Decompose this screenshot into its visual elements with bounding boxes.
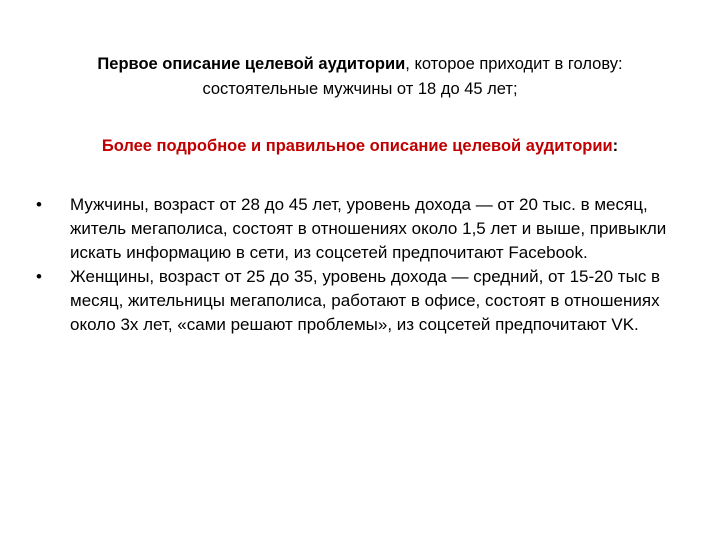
subheading-text: Более подробное и правильное описание целевой аудитории xyxy=(101,137,613,155)
list-item-text: Мужчины, возраст от 28 до 45 лет, уровень дохода — от 20 тыс. в месяц, житель мегаполиса, состоят в отношениях около 1,5 лет и выше, привыкли искать информацию в сети, из соцсетей предпочитают Facebook. xyxy=(70,195,667,262)
bullet-icon: • xyxy=(36,267,42,286)
bullet-icon: • xyxy=(36,195,42,214)
list-item xyxy=(36,193,676,265)
subheading xyxy=(40,134,680,158)
list-item-text: Женщины, возраст от 25 до 35, уровень дохода — средний, от 15-20 тыс в месяц, жительницы мегаполиса, работают в офисе, состоят в отношениях около 3х лет, «сами решают проблемы», из соцсетей предпочитают VK. xyxy=(70,267,661,334)
audience-list xyxy=(36,193,676,337)
intro-paragraph xyxy=(40,52,680,102)
list-item xyxy=(36,265,676,337)
intro-bold-text: Первое описание целевой аудитории xyxy=(97,55,406,73)
intro-rest-text: , которое приходит в голову: состоятельные мужчины от 18 до 45 лет; xyxy=(202,55,623,98)
subheading-colon: : xyxy=(612,137,619,155)
